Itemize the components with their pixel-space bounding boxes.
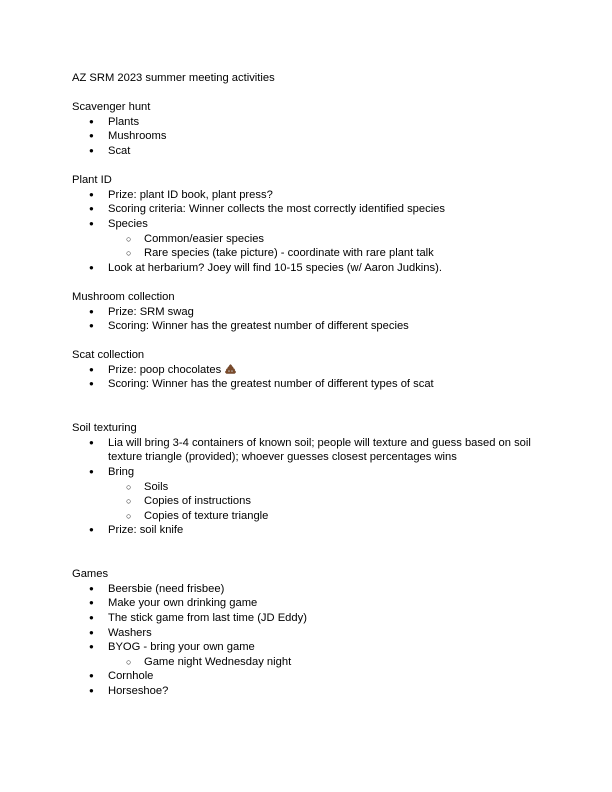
list-item-text: Rare species (take picture) - coordinate with rare plant talk	[144, 247, 434, 260]
list-item	[72, 144, 542, 159]
sub-list-item	[72, 509, 542, 524]
sub-list-item	[72, 655, 542, 670]
bullet-icon: ●	[89, 685, 94, 695]
bullet-icon: ●	[89, 262, 94, 272]
bullet-list	[72, 305, 542, 334]
section-plant-id	[72, 173, 542, 275]
section-heading: Soil texturing	[72, 422, 137, 435]
list-item-text: Cornhole	[108, 670, 154, 683]
bullet-icon: ●	[89, 598, 94, 608]
section-scat-collection	[72, 348, 542, 392]
bullet-list	[72, 115, 542, 159]
list-item-text: Common/easier species	[144, 232, 265, 245]
document-page	[72, 71, 542, 713]
hollow-bullet-icon: ○	[126, 656, 132, 667]
list-item-text: Scat	[108, 144, 131, 157]
list-item	[72, 115, 542, 130]
list-item	[72, 188, 542, 203]
list-item	[72, 217, 542, 232]
list-item	[72, 684, 542, 699]
list-item-text: Scoring: Winner has the greatest number of different species	[108, 320, 409, 333]
list-item	[72, 523, 542, 538]
list-item	[72, 669, 542, 684]
list-item	[72, 377, 542, 392]
list-item	[72, 202, 542, 217]
sub-list-item	[72, 494, 542, 509]
list-item-text: Game night Wednesday night	[144, 655, 292, 668]
list-item-text: Prize: plant ID book, plant press?	[108, 188, 273, 201]
list-item-text: The stick game from last time (JD Eddy)	[108, 611, 307, 624]
list-item-text: Soils	[144, 480, 169, 493]
list-item-text: Plants	[108, 115, 140, 128]
list-item-text: Make your own drinking game	[108, 597, 258, 610]
section-soil-texturing	[72, 421, 542, 538]
bullet-list	[72, 582, 542, 699]
section-heading: Mushroom collection	[72, 290, 175, 303]
section-heading: Plant ID	[72, 174, 112, 187]
bullet-icon: ●	[89, 583, 94, 593]
list-item	[72, 129, 542, 144]
list-item	[72, 436, 533, 465]
bullet-icon: ●	[89, 379, 94, 389]
bullet-icon: ●	[89, 189, 94, 199]
poop-emoji-icon	[225, 364, 236, 374]
list-item-text: Prize: SRM swag	[108, 305, 194, 318]
bullet-icon: ●	[89, 364, 94, 374]
list-item-text: Lia will bring 3-4 containers of known soil; people will texture and guess based on soil texture triangle (provided); whoever guesses closest percentages wins	[108, 436, 531, 464]
list-item-text: BYOG - bring your own game	[108, 641, 255, 654]
list-item-text: Prize: soil knife	[108, 524, 184, 537]
bullet-icon: ●	[89, 437, 94, 447]
hollow-bullet-icon: ○	[126, 248, 132, 259]
list-item-text: Washers	[108, 626, 152, 639]
list-item-text: Bring	[108, 466, 135, 479]
bullet-icon: ●	[89, 467, 94, 477]
section-mushroom-collection	[72, 290, 542, 334]
list-item-text: Look at herbarium? Joey will find 10-15 species (w/ Aaron Judkins).	[108, 261, 442, 274]
list-item-text: Scoring criteria: Winner collects the most correctly identified species	[108, 203, 445, 216]
bullet-icon: ●	[89, 131, 94, 141]
bullet-icon: ●	[89, 145, 94, 155]
hollow-bullet-icon: ○	[126, 481, 132, 492]
hollow-bullet-icon: ○	[126, 510, 132, 521]
hollow-bullet-icon: ○	[126, 496, 132, 507]
list-item-text: Copies of instructions	[144, 495, 251, 508]
list-item-text: Copies of texture triangle	[144, 509, 269, 522]
list-item-text: Species	[108, 217, 148, 230]
list-item-text: Beersbie (need frisbee)	[108, 582, 225, 595]
list-item-text: Mushrooms	[108, 130, 167, 143]
bullet-list	[72, 436, 542, 538]
section-games	[72, 567, 542, 698]
section-scavenger-hunt	[72, 100, 542, 158]
bullet-icon: ●	[89, 321, 94, 331]
list-item	[72, 319, 542, 334]
sub-list-item	[72, 232, 542, 247]
bullet-icon: ●	[89, 671, 94, 681]
sub-list-item	[72, 480, 542, 495]
bullet-icon: ●	[89, 525, 94, 535]
bullet-icon: ●	[89, 642, 94, 652]
bullet-icon: ●	[89, 627, 94, 637]
sub-list-item	[72, 246, 542, 261]
section-heading: Games	[72, 568, 109, 581]
list-item	[72, 261, 542, 276]
list-item-text: Horseshoe?	[108, 684, 169, 697]
bullet-list	[72, 363, 542, 392]
list-item	[72, 640, 542, 655]
list-item	[72, 596, 542, 611]
list-item	[72, 611, 542, 626]
bullet-icon: ●	[89, 204, 94, 214]
bullet-icon: ●	[89, 306, 94, 316]
section-heading: Scavenger hunt	[72, 101, 151, 114]
bullet-list	[72, 188, 542, 276]
bullet-icon: ●	[89, 218, 94, 228]
hollow-bullet-icon: ○	[126, 233, 132, 244]
list-item-text: Prize: poop chocolates	[108, 363, 222, 376]
list-item-text: Scoring: Winner has the greatest number of different types of scat	[108, 378, 434, 391]
bullet-icon: ●	[89, 612, 94, 622]
list-item	[72, 465, 542, 480]
list-item	[72, 363, 542, 378]
list-item	[72, 582, 542, 597]
bullet-icon: ●	[89, 116, 94, 126]
section-heading: Scat collection	[72, 349, 145, 362]
list-item	[72, 626, 542, 641]
document-title: AZ SRM 2023 summer meeting activities	[72, 72, 275, 84]
list-item	[72, 305, 542, 320]
